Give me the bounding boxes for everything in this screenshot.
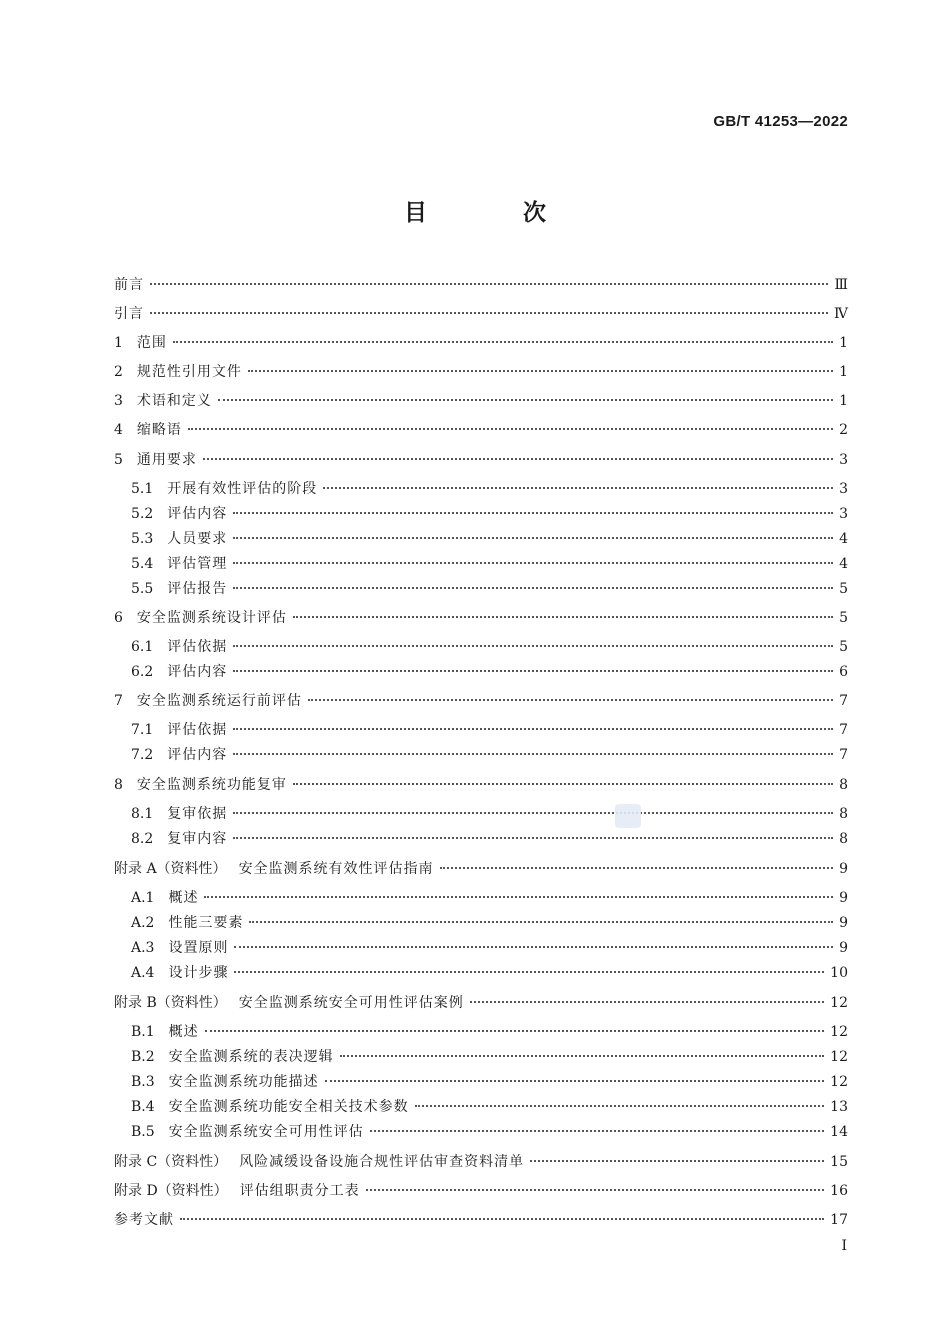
toc-entry-number: 7 — [114, 693, 123, 709]
toc-entry-label: 风险减缓设备设施合规性评估审查资料清单 — [239, 1154, 525, 1170]
toc-entry-label: 安全监测系统设计评估 — [136, 610, 287, 626]
toc-entry-page: Ⅳ — [834, 306, 848, 322]
toc-entry-label: 人员要求 — [167, 531, 228, 547]
toc-entry-number: 6.2 — [131, 664, 154, 680]
toc-entry-label: 安全监测系统有效性评估指南 — [238, 861, 434, 877]
toc-entry-label: 评估依据 — [167, 639, 228, 655]
toc-entry-label: 开展有效性评估的阶段 — [167, 481, 318, 497]
toc-entry-number: B.4 — [131, 1099, 155, 1115]
toc-entry-page: 7 — [839, 693, 848, 709]
toc-entry[interactable] — [131, 663, 848, 681]
toc-entry-page: 1 — [839, 335, 848, 351]
toc-entry-page: 5 — [839, 639, 848, 655]
toc-leader-dots — [233, 728, 833, 730]
toc-leader-dots — [470, 1001, 824, 1003]
toc-entry-page: 15 — [830, 1154, 848, 1170]
watermark-icon — [615, 804, 641, 828]
toc-entry-page: Ⅲ — [834, 277, 848, 293]
toc-leader-dots — [415, 1105, 825, 1107]
toc-entry-label: 概述 — [168, 1024, 199, 1040]
toc-entry-number: 5.4 — [131, 556, 154, 572]
toc-entry-page: 8 — [839, 831, 848, 847]
toc-entry[interactable] — [114, 363, 848, 381]
toc-leader-dots — [323, 487, 833, 489]
toc-entry-page: 9 — [839, 861, 848, 877]
toc-leader-dots — [440, 867, 834, 869]
toc-leader-dots — [188, 428, 833, 430]
toc-entry-label: 安全监测系统功能安全相关技术参数 — [168, 1099, 409, 1115]
toc-entry-number: 8.1 — [131, 806, 154, 822]
toc-entry-number: A.1 — [131, 890, 155, 906]
toc-entry-page: 14 — [830, 1124, 848, 1140]
toc-leader-dots — [233, 587, 833, 589]
toc-entry-page: 4 — [839, 531, 848, 547]
toc-entry-page: 12 — [830, 1049, 848, 1065]
toc-entry-page: 12 — [830, 1024, 848, 1040]
toc-entry-page: 17 — [830, 1212, 848, 1228]
toc-leader-dots — [233, 670, 833, 672]
toc-entry-label: 引言 — [114, 306, 144, 322]
toc-entry-label: 安全监测系统的表决逻辑 — [168, 1049, 334, 1065]
toc-entry[interactable] — [131, 638, 848, 656]
toc-entry[interactable] — [114, 421, 848, 439]
toc-entry-page: 3 — [839, 452, 848, 468]
toc-entry-label: 规范性引用文件 — [136, 364, 242, 380]
toc-leader-dots — [205, 1030, 825, 1032]
toc-entry-number: 5.3 — [131, 531, 154, 547]
toc-entry[interactable] — [114, 276, 848, 294]
toc-entry-label: 评估报告 — [167, 581, 228, 597]
toc-entry-label: 通用要求 — [136, 452, 197, 468]
toc-entry-label: 性能三要素 — [168, 915, 244, 931]
toc-entry-number: 5.2 — [131, 506, 154, 522]
toc-leader-dots — [203, 458, 833, 460]
toc-entry-label: 评估组职责分工表 — [239, 1183, 360, 1199]
toc-leader-dots — [150, 312, 828, 314]
toc-leader-dots — [325, 1080, 825, 1082]
toc-entry[interactable] — [114, 1153, 848, 1171]
toc-entry[interactable] — [114, 1182, 848, 1200]
toc-entry[interactable] — [114, 860, 848, 878]
toc-entry-page: 16 — [830, 1183, 848, 1199]
toc-entry[interactable] — [114, 451, 848, 469]
toc-entry-page: 9 — [839, 915, 848, 931]
toc-entry-page: 8 — [839, 777, 848, 793]
toc-entry-label: 前言 — [114, 277, 144, 293]
toc-entry[interactable] — [131, 530, 848, 548]
toc-entry-number: 8.2 — [131, 831, 154, 847]
toc-entry-page: 12 — [830, 1074, 848, 1090]
toc-leader-dots — [233, 645, 833, 647]
toc-entry-number: B.3 — [131, 1074, 155, 1090]
toc-entry-number: 7.1 — [131, 722, 154, 738]
toc-leader-dots — [218, 399, 833, 401]
toc-leader-dots — [233, 562, 833, 564]
toc-entry-page: 13 — [830, 1099, 848, 1115]
toc-entry-number: 5 — [114, 452, 123, 468]
toc-entry-page: 5 — [839, 610, 848, 626]
toc-entry[interactable] — [114, 1211, 848, 1229]
toc-entry-page: 7 — [839, 722, 848, 738]
toc-entry-number: 附录 B（资料性） — [114, 995, 227, 1011]
toc-title: 目 次 — [403, 200, 590, 226]
toc-leader-dots — [530, 1160, 824, 1162]
toc-entry-number: 附录 D（资料性） — [114, 1183, 228, 1199]
toc-entry-label: 设计步骤 — [168, 965, 229, 981]
toc-leader-dots — [234, 946, 833, 948]
page-number: Ⅰ — [841, 1238, 847, 1254]
toc-entry-label: 参考文献 — [114, 1212, 174, 1228]
toc-entry-label: 安全监测系统安全可用性评估案例 — [238, 995, 464, 1011]
toc-entry-page: 2 — [839, 422, 848, 438]
toc-leader-dots — [249, 921, 833, 923]
toc-entry[interactable] — [131, 1123, 848, 1141]
toc-leader-dots — [308, 699, 833, 701]
toc-entry-label: 缩略语 — [136, 422, 182, 438]
toc-entry-label: 复审依据 — [167, 806, 228, 822]
toc-entry-number: A.3 — [131, 940, 155, 956]
toc-entry[interactable] — [131, 746, 848, 764]
toc-leader-dots — [293, 783, 833, 785]
toc-entry-page: 1 — [839, 364, 848, 380]
toc-entry-label: 范围 — [136, 335, 167, 351]
standard-number: GB/T 41253—2022 — [713, 113, 848, 130]
toc-entry[interactable] — [114, 392, 848, 410]
toc-entry-page: 5 — [839, 581, 848, 597]
toc-entry-number: 4 — [114, 422, 123, 438]
toc-entry-label: 评估内容 — [167, 506, 228, 522]
toc-entry-number: B.1 — [131, 1024, 155, 1040]
toc-entry-label: 安全监测系统运行前评估 — [136, 693, 302, 709]
toc-entry-label: 评估内容 — [167, 664, 228, 680]
toc-entry-page: 4 — [839, 556, 848, 572]
toc-entry-page: 3 — [839, 481, 848, 497]
toc-entry[interactable] — [131, 805, 848, 823]
toc-entry-number: B.2 — [131, 1049, 155, 1065]
toc-leader-dots — [366, 1189, 824, 1191]
toc-entry[interactable] — [131, 721, 848, 739]
toc-leader-dots — [233, 812, 833, 814]
toc-leader-dots — [150, 283, 828, 285]
toc-entry-page: 10 — [830, 965, 848, 981]
toc-leader-dots — [180, 1218, 824, 1220]
toc-entry-page: 1 — [839, 393, 848, 409]
toc-entry-number: 5.1 — [131, 481, 154, 497]
toc-entry-number: A.2 — [131, 915, 155, 931]
toc-entry[interactable] — [131, 580, 848, 598]
toc-entry-label: 概述 — [168, 890, 199, 906]
toc-entry-label: 评估管理 — [167, 556, 228, 572]
toc-entry[interactable] — [131, 939, 848, 957]
toc-entry-number: B.5 — [131, 1124, 155, 1140]
toc-entry[interactable] — [114, 334, 848, 352]
toc-entry-label: 评估内容 — [167, 747, 228, 763]
toc-entry-page: 12 — [830, 995, 848, 1011]
toc-entry-number: 7.2 — [131, 747, 154, 763]
toc-leader-dots — [173, 341, 833, 343]
toc-entry[interactable] — [114, 776, 848, 794]
toc-entry-label: 复审内容 — [167, 831, 228, 847]
toc-entry-page: 8 — [839, 806, 848, 822]
toc-entry-number: 6.1 — [131, 639, 154, 655]
toc-entry[interactable] — [131, 964, 848, 982]
toc-entry-number: 3 — [114, 393, 123, 409]
toc-leader-dots — [248, 370, 833, 372]
toc-leader-dots — [233, 837, 833, 839]
toc-entry[interactable] — [131, 1048, 848, 1066]
toc-entry[interactable] — [131, 1023, 848, 1041]
toc-leader-dots — [233, 537, 833, 539]
toc-entry-page: 3 — [839, 506, 848, 522]
toc-entry[interactable] — [131, 505, 848, 523]
toc-entry-number: 8 — [114, 777, 123, 793]
toc-entry[interactable] — [114, 692, 848, 710]
toc-entry-number: 6 — [114, 610, 123, 626]
toc-entry[interactable] — [131, 480, 848, 498]
toc-entry-number: 5.5 — [131, 581, 154, 597]
toc-entry[interactable] — [131, 830, 848, 848]
toc-entry-label: 安全监测系统功能描述 — [168, 1074, 319, 1090]
toc-leader-dots — [340, 1055, 825, 1057]
toc-leader-dots — [204, 896, 833, 898]
toc-leader-dots — [370, 1130, 825, 1132]
toc-entry[interactable] — [114, 609, 848, 627]
toc-entry[interactable] — [114, 305, 848, 323]
toc-entry-page: 9 — [839, 940, 848, 956]
toc-entry[interactable] — [131, 889, 848, 907]
toc-entry-number: A.4 — [131, 965, 155, 981]
toc-entry[interactable] — [131, 914, 848, 932]
toc-entry-label: 设置原则 — [168, 940, 229, 956]
toc-entry[interactable] — [131, 1098, 848, 1116]
toc-entry-label: 安全监测系统功能复审 — [136, 777, 287, 793]
toc-leader-dots — [233, 753, 833, 755]
toc-entry[interactable] — [131, 1073, 848, 1091]
toc-entry-label: 术语和定义 — [136, 393, 212, 409]
toc-entry-number: 附录 C（资料性） — [114, 1154, 228, 1170]
toc-entry-page: 6 — [839, 664, 848, 680]
toc-entry-number: 1 — [114, 335, 123, 351]
toc-entry-page: 9 — [839, 890, 848, 906]
toc-entry-label: 安全监测系统安全可用性评估 — [168, 1124, 364, 1140]
toc-leader-dots — [293, 616, 833, 618]
toc-entry[interactable] — [114, 994, 848, 1012]
toc-entry-number: 附录 A（资料性） — [114, 861, 227, 877]
toc-entry-number: 2 — [114, 364, 123, 380]
toc-entry[interactable] — [131, 555, 848, 573]
toc-entry-page: 7 — [839, 747, 848, 763]
toc-leader-dots — [233, 512, 833, 514]
toc-entry-label: 评估依据 — [167, 722, 228, 738]
toc-leader-dots — [234, 971, 824, 973]
